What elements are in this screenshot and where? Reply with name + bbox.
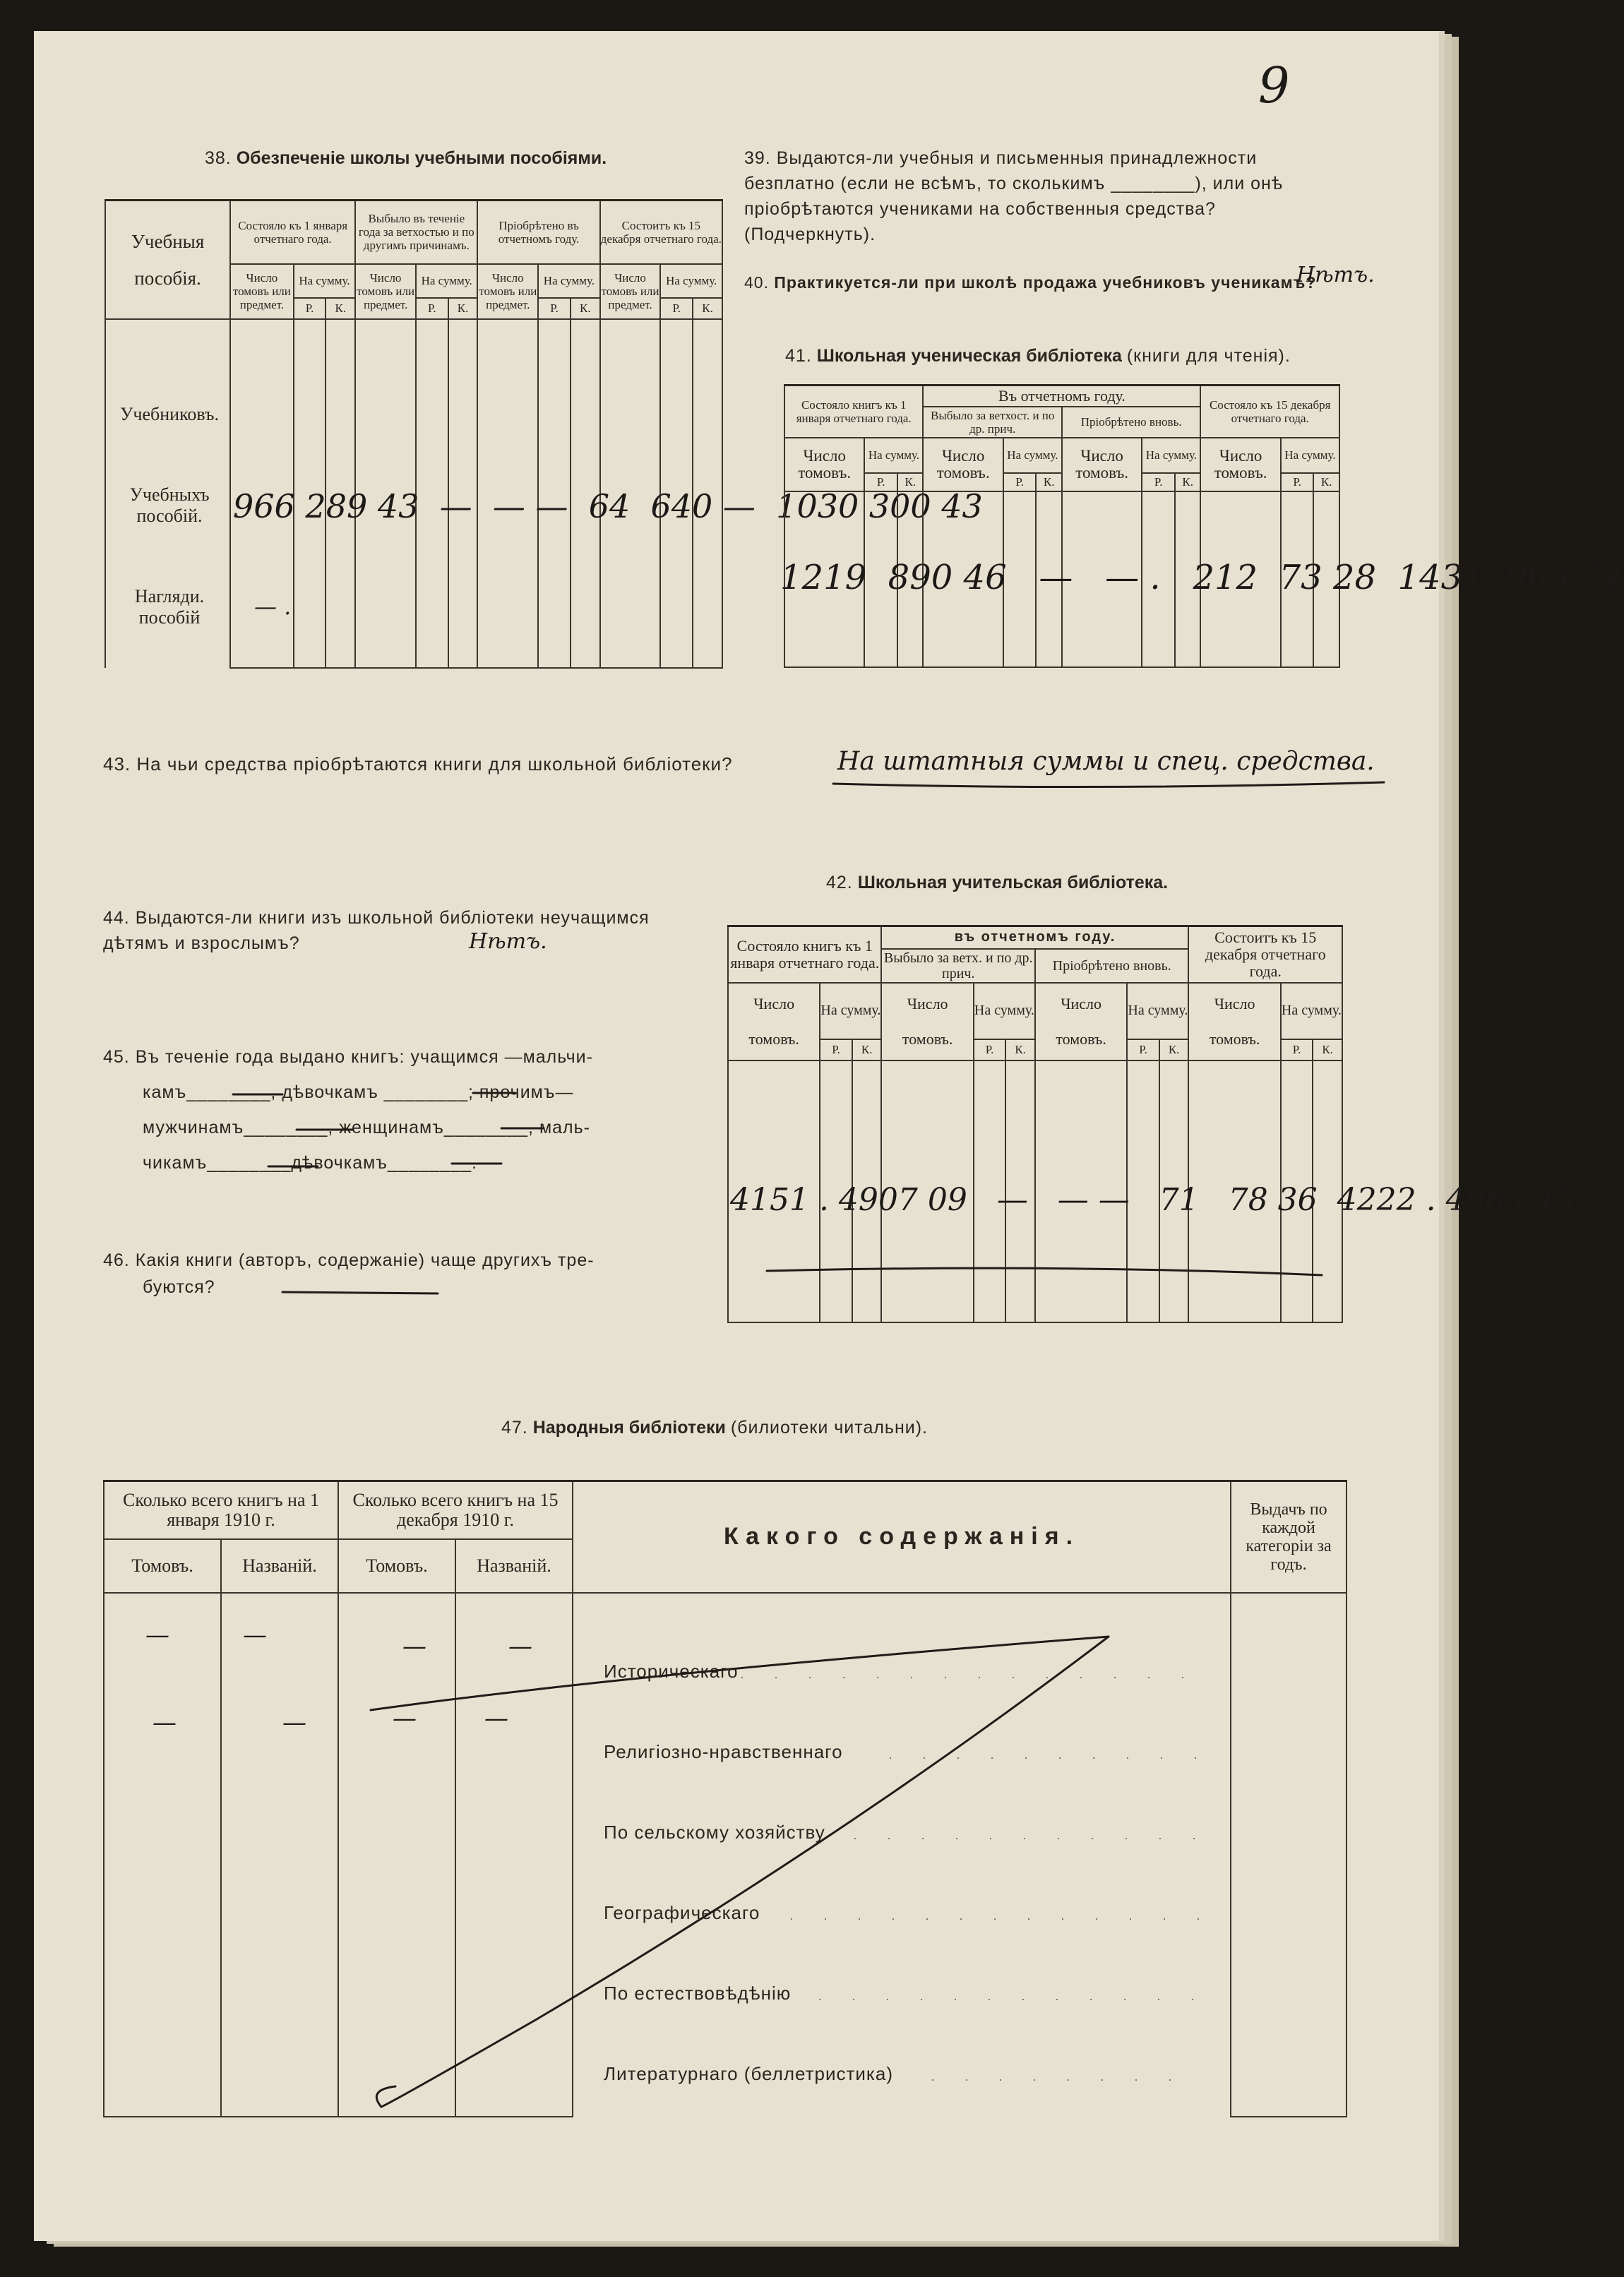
- q43-answer: На штатныя суммы и спец. средства.: [837, 747, 1375, 776]
- q47-issue-head: Выдачъ по каждой категоріи за годъ.: [1231, 1481, 1347, 1593]
- q41-title: 41. Школьная ученическая библіотека (книги для чтенія).: [785, 346, 1291, 366]
- q41-sub-count: Число томовъ.: [784, 438, 864, 491]
- q41-group-2: Въ отчетномъ году.: [923, 386, 1200, 407]
- page-number: 9: [1258, 56, 1290, 114]
- q38-sub-count: Число томовъ или предмет.: [477, 264, 538, 319]
- q47-names: Названій.: [455, 1539, 573, 1593]
- q42-r: Р.: [1281, 1039, 1313, 1060]
- q38-hand-visual: — .: [254, 593, 292, 620]
- q47-dash: —: [484, 1704, 508, 1733]
- q41-hand-values: 1219 890 46 — — . 212 73 28 1431 963 74: [780, 558, 1624, 597]
- q38-group-3: Пріобрѣтено въ отчетномъ году.: [477, 201, 599, 264]
- q47-dash: —: [153, 1709, 177, 1737]
- q38-k: К.: [448, 298, 478, 319]
- q38-r: Р.: [416, 298, 448, 319]
- q38-sub-count: Число томовъ или предмет.: [600, 264, 661, 319]
- q47-item-geography: Географическаго: [604, 1902, 760, 1923]
- q42-sub-count: Число томовъ.: [1188, 983, 1280, 1060]
- q41-sub-sum: На сумму.: [864, 438, 923, 473]
- q42-k: К.: [1005, 1039, 1035, 1060]
- q41-r: Р.: [1142, 473, 1175, 491]
- q39-text: 39. Выдаются-ли учебныя и письменныя принадлежности безплатно (если не всѣмъ, то сколькимъ ________), или онѣ пріобрѣтаются учениками на собственныя средства? (Подчеркнуть).: [744, 148, 1284, 244]
- q42-sub-count: Число томовъ.: [881, 983, 973, 1060]
- q47-dash: —: [243, 1621, 267, 1649]
- q41-sub-sum: На сумму.: [1281, 438, 1339, 473]
- q47-title: 47. Народныя библіотеки (билиотеки читальни).: [501, 1418, 928, 1438]
- q42-sub-sum: На сумму.: [974, 983, 1035, 1039]
- q38-r: Р.: [538, 298, 571, 319]
- q38-row-textbooks: Учебниковъ.: [120, 404, 219, 424]
- q41-sub-count: Число томовъ.: [1062, 438, 1142, 491]
- q47-dash: —: [508, 1632, 532, 1661]
- q38-row-aids: Учебныхъ пособій.: [129, 484, 210, 526]
- q42-sub-count: Число томовъ.: [1035, 983, 1127, 1060]
- q38-hand-values: 966 289 43 — — — 64 640 — 1030 300 43: [233, 487, 983, 525]
- q41-k: К.: [897, 473, 923, 491]
- q42-sub-sum: На сумму.: [820, 983, 881, 1039]
- q42-k: К.: [852, 1039, 882, 1060]
- q38-r: Р.: [660, 298, 693, 319]
- q47-names: Названій.: [221, 1539, 338, 1593]
- q40-text: 40. Практикуется-ли при школѣ продажа учебниковъ ученикамъ?: [744, 273, 1317, 292]
- q38-group-2: Выбыло въ теченіе года за ветхостью и по другимъ причинамъ.: [355, 201, 477, 264]
- q44-text: 44. Выдаются-ли книги изъ школьной библіотеки неучащимся дѣтямъ и взрослымъ?: [103, 908, 650, 953]
- q47-content-head: Какого содержанія.: [573, 1481, 1231, 1593]
- q38-col-label: Учебныя пособія.: [105, 201, 230, 319]
- q46-text: 46. Какія книги (авторъ, содержаніе) чаще другихъ тре- буются?: [103, 1250, 595, 1297]
- q42-sub-sum: На сумму.: [1127, 983, 1188, 1039]
- q38-sub-sum: На сумму.: [416, 264, 478, 298]
- q42-r: Р.: [820, 1039, 852, 1060]
- q38-title: 38. Обезпеченіе школы учебными пособіями.: [205, 148, 607, 168]
- q38-k: К.: [571, 298, 600, 319]
- q38-sub-sum: На сумму.: [294, 264, 356, 298]
- q38-group-1: Состояло къ 1 января отчетнаго года.: [230, 201, 355, 264]
- q38-r: Р.: [294, 298, 326, 319]
- q45-text: 45. Въ теченіе года выдано книгъ: учащимся —мальчи- камъ________, дѣвочкамъ ________; прочимъ— мужчинамъ________, женщинамъ________, маль- чикамъ________дѣвочкамъ________.: [103, 1047, 593, 1173]
- q41-k: К.: [1313, 473, 1339, 491]
- q42-k: К.: [1313, 1039, 1342, 1060]
- q42-r: Р.: [974, 1039, 1006, 1060]
- q41-r: Р.: [1281, 473, 1314, 491]
- q41-sub-count: Число томовъ.: [1200, 438, 1280, 491]
- q41-k: К.: [1175, 473, 1200, 491]
- q47-group-1: Сколько всего книгъ на 1 января 1910 г.: [104, 1481, 338, 1539]
- q47-item-agriculture: По сельскому хозяйству: [604, 1822, 825, 1843]
- q38-sub-count: Число томовъ или предмет.: [230, 264, 294, 319]
- q47-group-2: Сколько всего книгъ на 15 декабря 1910 г.: [338, 1481, 573, 1539]
- q38-sub-count: Число томовъ или предмет.: [355, 264, 416, 319]
- q47-dash: —: [402, 1632, 426, 1661]
- q47-item-religious: Религіозно-нравственнаго: [604, 1741, 843, 1762]
- q41-group-1: Состояло книгъ къ 1 января отчетнаго года.: [784, 386, 923, 438]
- q41-r: Р.: [1003, 473, 1037, 491]
- q38-k: К.: [693, 298, 722, 319]
- q41-sub-sum: На сумму.: [1142, 438, 1200, 473]
- q42-k: К.: [1159, 1039, 1189, 1060]
- q38-row-visual: Нагляди. пособій: [134, 586, 205, 628]
- q47-dash: —: [145, 1621, 169, 1649]
- q42-sub-count: Число томовъ.: [728, 983, 820, 1060]
- q41-sub-sum: На сумму.: [1003, 438, 1062, 473]
- q42-group-3: Состоитъ къ 15 декабря отчетнаго года.: [1188, 926, 1342, 983]
- q41-group-3: Состояло къ 15 декабря отчетнаго года.: [1200, 386, 1339, 438]
- q42-sub-sum: На сумму.: [1281, 983, 1342, 1039]
- q38-sub-sum: На сумму.: [538, 264, 600, 298]
- q41-k: К.: [1036, 473, 1061, 491]
- q44-answer: Нѣтъ.: [469, 929, 547, 954]
- q42-group-2a: Выбыло за ветх. и по др. прич.: [881, 949, 1034, 983]
- q42-group-1: Состояло книгъ къ 1 января отчетнаго года.: [728, 926, 881, 983]
- q40-answer: Нѣтъ.: [1296, 263, 1375, 287]
- q47-item-literature: Литературнаго (беллетристика): [604, 2063, 893, 2084]
- q47-vol: Томовъ.: [338, 1539, 455, 1593]
- q41-sub-count: Число томовъ.: [923, 438, 1003, 491]
- q38-sub-sum: На сумму.: [660, 264, 722, 298]
- q42-r: Р.: [1127, 1039, 1159, 1060]
- q47-item-natural-science: По естествовѣдѣнію: [604, 1983, 792, 2004]
- q41-group-2b: Пріобрѣтено вновь.: [1062, 407, 1200, 438]
- q38-group-4: Состоитъ къ 15 декабря отчетнаго года.: [600, 201, 722, 264]
- q43-text: 43. На чьи средства пріобрѣтаются книги для школьной библіотеки?: [103, 753, 733, 775]
- q42-hand-values: 4151 . 4907 09 — — — 71 78 36 4222 . 4985 45: [730, 1182, 1575, 1218]
- q47-dash: —: [282, 1709, 306, 1737]
- q41-r: Р.: [864, 473, 897, 491]
- q38-k: К.: [326, 298, 355, 319]
- q42-group-2b: Пріобрѣтено вновь.: [1035, 949, 1188, 983]
- q47-item-historical: Историческаго: [604, 1661, 739, 1682]
- q41-group-2a: Выбыло за ветхост. и по др. прич.: [923, 407, 1061, 438]
- q42-title: 42. Школьная учительская библіотека.: [826, 873, 1169, 892]
- q42-group-2: въ отчетномъ году.: [881, 926, 1188, 949]
- q47-dash: —: [393, 1704, 417, 1733]
- q47-vol: Томовъ.: [104, 1539, 221, 1593]
